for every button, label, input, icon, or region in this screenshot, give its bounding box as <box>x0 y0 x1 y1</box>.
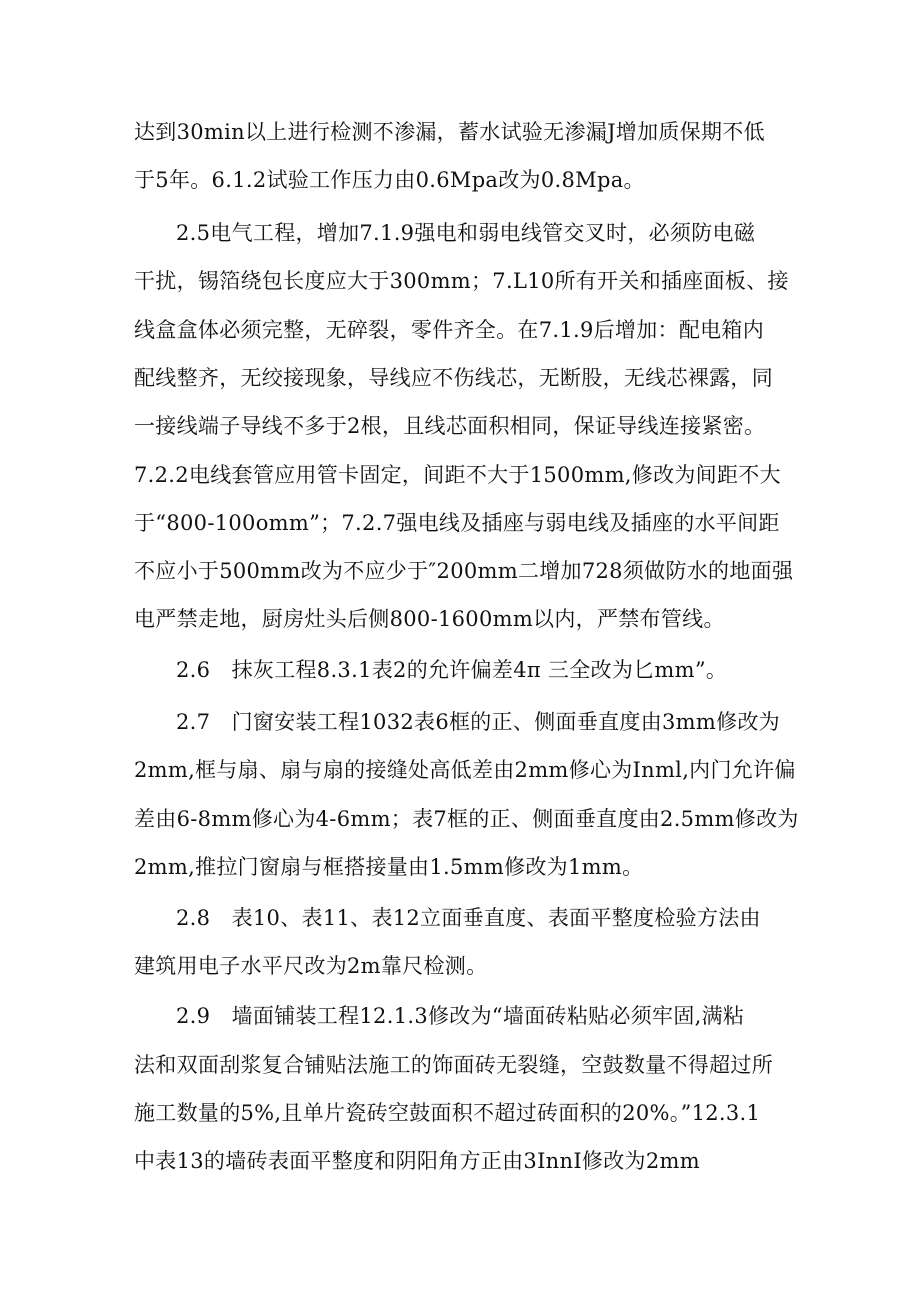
text-line: 2mm,推拉门窗扇与框搭接量由1.5mm修改为1mm。 <box>134 855 644 879</box>
text-line: 施工数量的5%,且单片瓷砖空鼓面积不超过砖面积的20%。”12.3.1 <box>134 1101 761 1125</box>
text-line: 法和双面刮浆复合铺贴法施工的饰面砖无裂缝，空鼓数量不得超过所 <box>134 1053 773 1077</box>
text-line: 建筑用电子水平尺改为2m靠尺检测。 <box>134 954 488 978</box>
text-line: 达到30min以上进行检测不渗漏，蓄水试验无渗漏J增加质保期不低 <box>134 120 765 144</box>
text-line: 干扰，锡箔绕包长度应大于300mm；7.L10所有开关和插座面板、接 <box>134 269 789 293</box>
text-line: 7.2.2电线套管应用管卡固定，间距不大于1500mm,修改为间距不大 <box>134 463 781 487</box>
text-line: 中表13的墙砖表面平整度和阴阳角方正由3InnI修改为2mm <box>134 1149 700 1173</box>
text-line: 不应小于500mm改为不应少于″200mm二增加728须做防水的地面强 <box>134 559 794 583</box>
text-line: 差由6-8mm修心为4-6mm；表7框的正、侧面垂直度由2.5mm修改为 <box>134 807 799 831</box>
paragraph-2-9-start: 2.9 墙面铺装工程12.1.3修改为“墙面砖粘贴必须牢固,满粘 <box>176 1004 745 1028</box>
text-line: 配线整齐，无绞接现象，导线应不伤线芯，无断股，无线芯裸露，同 <box>134 366 773 390</box>
paragraph-2-6: 2.6 抹灰工程8.3.1表2的允许偏差4π 三全改为匕mm”。 <box>176 658 728 682</box>
text-line: 于5年。6.1.2试验工作压力由0.6Mpa改为0.8Mpa。 <box>134 168 645 192</box>
paragraph-2-5-start: 2.5电气工程，增加7.1.9强电和弱电线管交叉时，必须防电磁 <box>176 221 756 245</box>
text-line: 2mm,框与扇、扇与扇的接缝处高低差由2mm修心为Inml,内门允许偏 <box>134 758 796 782</box>
text-line: 一接线端子导线不多于2根，且线芯面积相同，保证导线连接紧密。 <box>134 414 766 438</box>
paragraph-2-8-start: 2.8 表10、表11、表12立面垂直度、表面平整度检验方法由 <box>176 906 761 930</box>
paragraph-2-7-start: 2.7 门窗安装工程1032表6框的正、侧面垂直度由3mm修改为 <box>176 710 780 734</box>
text-line: 线盒盒体必须完整，无碎裂，零件齐全。在7.1.9后增加：配电箱内 <box>134 318 765 342</box>
text-line: 于“800-100omm”；7.2.7强电线及插座与弱电线及插座的水平间距 <box>134 511 780 535</box>
text-line: 电严禁走地，厨房灶头后侧800-1600mm以内，严禁布管线。 <box>134 607 725 631</box>
